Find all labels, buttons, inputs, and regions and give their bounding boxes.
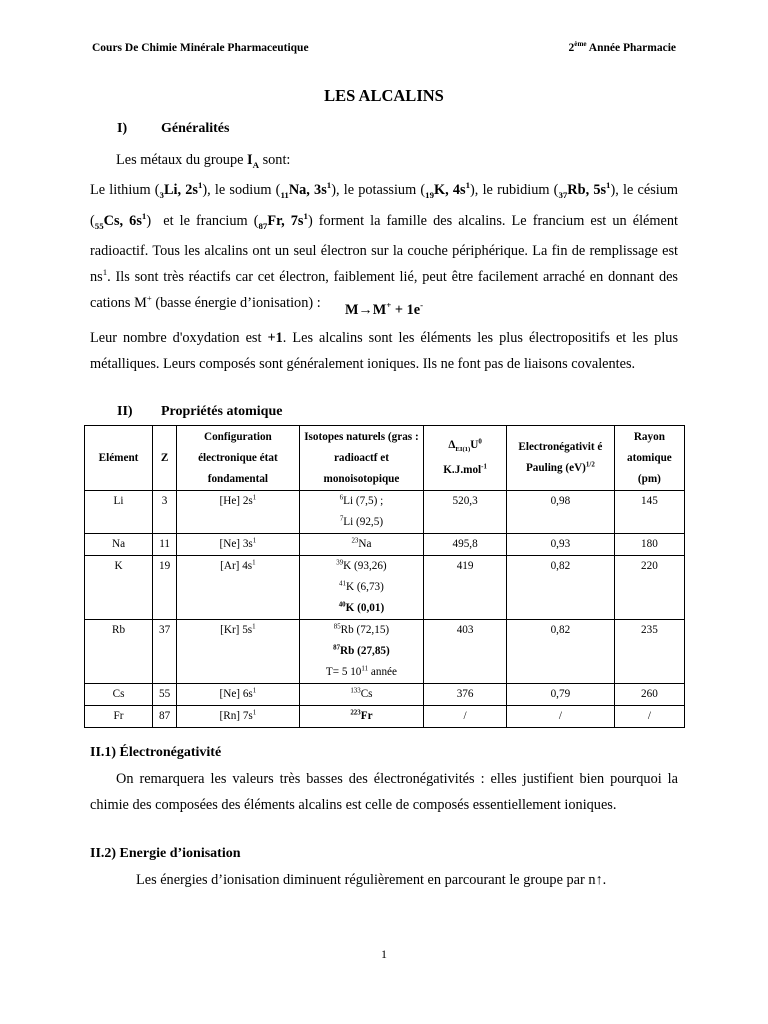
cell-element: Fr: [85, 706, 153, 728]
page-number: 1: [381, 947, 387, 961]
cell-z: 55: [153, 684, 177, 706]
cell-isotopes: $^{39}$K (93,26) $^{41}$K (6,73) $^{40}$K (0,01): [299, 556, 424, 620]
cell-element: K: [85, 556, 153, 620]
cell-config: [He] $2s^1$: [177, 491, 300, 534]
cell-ionisation-energy: /: [424, 706, 507, 728]
cell-isotopes: $^{23}$Na: [299, 534, 424, 556]
cell-z: 3: [153, 491, 177, 534]
cell-ionisation-energy: 520,3: [424, 491, 507, 534]
col-header-electronegativity: Electronégativit é Pauling (eV)$^{1/2}$: [506, 426, 614, 491]
table-row-cs: [85, 684, 685, 706]
cell-z: 87: [153, 706, 177, 728]
section-generalites-heading: I) Généralités: [117, 121, 230, 136]
table-row-k: [85, 556, 685, 620]
header-year: 2ème Année Pharmacie: [568, 40, 676, 54]
cell-isotopes: $^{133}$Cs: [299, 684, 424, 706]
cell-electronegativity: 0,82: [506, 556, 614, 620]
cell-element: Na: [85, 534, 153, 556]
col-header-config: Configuration électronique état fondamental: [177, 426, 300, 491]
table-row-li: [85, 491, 685, 534]
section-proprietes-heading: II) Propriétés atomique: [117, 404, 283, 419]
cell-isotopes: $^{223}$Fr: [299, 706, 424, 728]
cell-element: Li: [85, 491, 153, 534]
oxidation-paragraph: Leur nombre d'oxydation est +1. Les alcalins sont les éléments les plus électropositifs et les plus métalliques. Leurs composés sont généralement ioniques. Ils ne font pas de liaisons covalentes.: [90, 330, 679, 372]
cell-config: [Ne] $3s^1$: [177, 534, 300, 556]
ionisation-equation: M→M+ + 1e-: [344, 300, 424, 318]
cell-z: 37: [153, 620, 177, 684]
cell-electronegativity: /: [506, 706, 614, 728]
cell-radius: 145: [614, 491, 684, 534]
cell-radius: 260: [614, 684, 684, 706]
cell-isotopes: $^{85}$Rb (72,15) $^{87}$Rb (27,85) T= 5 $10^{11}$ année: [299, 620, 424, 684]
atomic-properties-table: [84, 425, 685, 728]
cell-z: 11: [153, 534, 177, 556]
cell-element: Cs: [85, 684, 153, 706]
page-title: LES ALCALINS: [324, 86, 444, 105]
col-header-element: Elément: [85, 426, 153, 491]
cell-config: [Ar] $4s^1$: [177, 556, 300, 620]
cell-config: [Kr] $5s^1$: [177, 620, 300, 684]
header-course-title: Cours De Chimie Minérale Pharmaceutique: [92, 42, 309, 54]
table-row-na: [85, 534, 685, 556]
generalites-paragraph: Les métaux du groupe $I_A$ sont: Le lithium ($_3Li$, $2s^1$), le sodium ($_{11}Na$, $3s^1$), le potassium ($_{19}K$, $4s^1$), le rubidium ($_{37}Rb$, $5s^1$), le césium ($_{55}Cs$, $6s^1$) et le francium ($_{87}Fr$, $7s^1$) forment la famille des alcalins. Le francium est un élément radioactif. Tous les alcalins ont un seul électron sur la couche périphérique. La fin de remplissage est $ns^1$. Ils sont très réactifs car cet électron, faiblement lié, peut être facilement arraché en donnant des cations M+ (basse énergie d’ionisation) :: [90, 152, 678, 311]
table-header-row: [85, 426, 685, 491]
electronegativity-paragraph: On remarquera les valeurs très basses des électronégativités : elles justifient bien pourquoi la chimie des composées des éléments alcalins est celle de composés essentiellement ioniques.: [90, 771, 678, 813]
col-header-z: Z: [153, 426, 177, 491]
cell-radius: 235: [614, 620, 684, 684]
ionisation-paragraph: Les énergies d’ionisation diminuent régulièrement en parcourant le groupe par n↑.: [136, 872, 607, 888]
col-header-radius: Rayon atomique (pm): [614, 426, 684, 491]
cell-z: 19: [153, 556, 177, 620]
cell-radius: 220: [614, 556, 684, 620]
table-row-fr: [85, 706, 685, 728]
cell-isotopes: $^6$Li (7,5) ; $^7$Li (92,5): [299, 491, 424, 534]
ionisation-heading: II.2) Energie d’ionisation: [90, 846, 241, 861]
cell-ionisation-energy: 495,8: [424, 534, 507, 556]
cell-electronegativity: 0,82: [506, 620, 614, 684]
cell-electronegativity: 0,79: [506, 684, 614, 706]
cell-ionisation-energy: 403: [424, 620, 507, 684]
cell-electronegativity: 0,98: [506, 491, 614, 534]
cell-radius: /: [614, 706, 684, 728]
cell-config: [Ne] $6s^1$: [177, 684, 300, 706]
cell-radius: 180: [614, 534, 684, 556]
cell-electronegativity: 0,93: [506, 534, 614, 556]
cell-ionisation-energy: 376: [424, 684, 507, 706]
table-row-rb: [85, 620, 685, 684]
electronegativity-heading: II.1) Électronégativité: [90, 745, 222, 760]
cell-config: [Rn] $7s^1$: [177, 706, 300, 728]
col-header-ionisation-energy: $\Delta_{EI(1)}U^0$ K.J.mol$^{-1}$: [424, 426, 507, 491]
cell-element: Rb: [85, 620, 153, 684]
cell-ionisation-energy: 419: [424, 556, 507, 620]
col-header-isotopes: Isotopes naturels (gras : radioactf et monoisotopique: [299, 426, 424, 491]
